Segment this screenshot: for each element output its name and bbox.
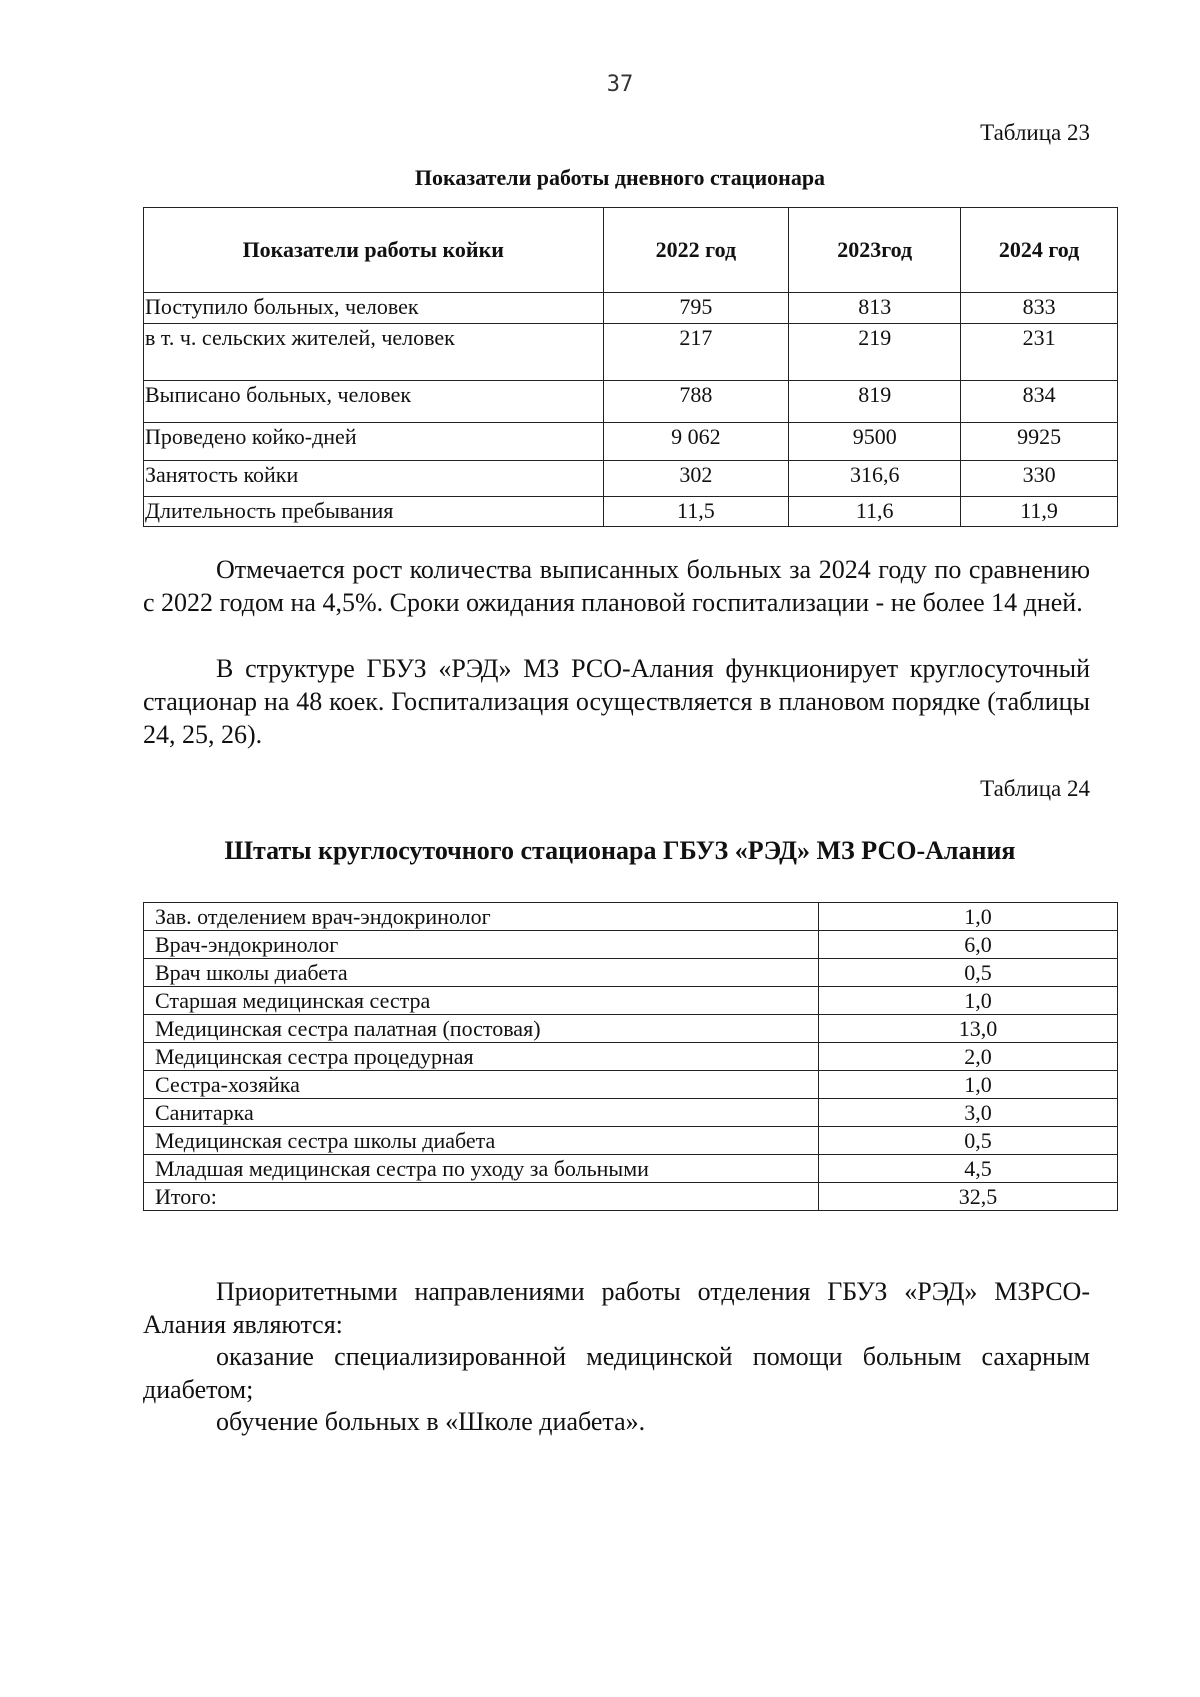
page-number: 37 bbox=[606, 72, 634, 97]
row-label: Врач-эндокринолог bbox=[144, 931, 819, 959]
table-row bbox=[144, 1071, 1118, 1099]
table-row bbox=[144, 959, 1118, 987]
value-2023: 219 bbox=[789, 324, 961, 381]
row-label: Проведено койко-дней bbox=[144, 423, 604, 461]
row-label: Медицинская сестра процедурная bbox=[144, 1043, 819, 1071]
paragraph-hospital-structure: В структуре ГБУЗ «РЭД» МЗ РСО-Алания функционирует круглосуточный стационар на 48 коек. Госпитализация осуществляется в плановом порядке (таблицы 24, 25, 26). bbox=[143, 654, 1090, 749]
table-23-title: Показатели работы дневного стационара bbox=[414, 165, 826, 190]
paragraph-discharge-growth: Отмечается рост количества выписанных больных за 2024 году по сравнению с 2022 годом на 4,5%. Сроки ожидания плановой госпитализации - не более 14 дней. bbox=[143, 555, 1090, 617]
table-23-header-2023: 2023год bbox=[789, 208, 961, 293]
value-2024: 11,9 bbox=[961, 497, 1118, 527]
table-row bbox=[144, 987, 1118, 1015]
row-label: Медицинская сестра палатная (постовая) bbox=[144, 1015, 819, 1043]
row-value: 3,0 bbox=[819, 1099, 1118, 1127]
table-23-header-row bbox=[144, 208, 1118, 293]
table-24-label: Таблица 24 bbox=[980, 776, 1090, 801]
table-row bbox=[144, 931, 1118, 959]
table-row bbox=[144, 324, 1118, 381]
value-2024: 834 bbox=[961, 381, 1118, 423]
row-label: Старшая медицинская сестра bbox=[144, 987, 819, 1015]
row-value: 4,5 bbox=[819, 1155, 1118, 1183]
value-2022: 9 062 bbox=[603, 423, 789, 461]
row-label: Сестра-хозяйка bbox=[144, 1071, 819, 1099]
paragraph-priorities: Приоритетными направлениями работы отделения ГБУЗ «РЭД» МЗРСО-Алания являются: bbox=[143, 1277, 1090, 1339]
value-2024: 833 bbox=[961, 293, 1118, 324]
row-label: Младшая медицинская сестра по уходу за больными bbox=[144, 1155, 819, 1183]
table-23-header-2024: 2024 год bbox=[961, 208, 1118, 293]
value-2022: 11,5 bbox=[603, 497, 789, 527]
paragraph-priority-2: обучение больных в «Школе диабета». bbox=[216, 1407, 646, 1436]
table-23 bbox=[143, 207, 1118, 527]
table-23-header-indicator: Показатели работы койки bbox=[144, 208, 604, 293]
value-2023: 819 bbox=[789, 381, 961, 423]
row-label: Итого: bbox=[144, 1183, 819, 1211]
table-row bbox=[144, 423, 1118, 461]
table-row-total bbox=[144, 1183, 1118, 1211]
value-2024: 231 bbox=[961, 324, 1118, 381]
table-row bbox=[144, 1043, 1118, 1071]
value-2022: 217 bbox=[603, 324, 789, 381]
row-value: 0,5 bbox=[819, 1127, 1118, 1155]
row-value: 1,0 bbox=[819, 903, 1118, 931]
row-label: Зав. отделением врач-эндокринолог bbox=[144, 903, 819, 931]
value-2023: 9500 bbox=[789, 423, 961, 461]
value-2022: 302 bbox=[603, 461, 789, 497]
value-2023: 316,6 bbox=[789, 461, 961, 497]
table-row bbox=[144, 461, 1118, 497]
table-24-title: Штаты круглосуточного стационара ГБУЗ «РЭД» МЗ РСО-Алания bbox=[224, 836, 1016, 865]
table-row bbox=[144, 1155, 1118, 1183]
row-label: Длительность пребывания bbox=[144, 497, 604, 527]
table-23-header-2022: 2022 год bbox=[603, 208, 789, 293]
value-2023: 813 bbox=[789, 293, 961, 324]
row-label: Медицинская сестра школы диабета bbox=[144, 1127, 819, 1155]
table-row bbox=[144, 497, 1118, 527]
row-value: 0,5 bbox=[819, 959, 1118, 987]
row-value: 1,0 bbox=[819, 987, 1118, 1015]
row-value: 32,5 bbox=[819, 1183, 1118, 1211]
row-label: Врач школы диабета bbox=[144, 959, 819, 987]
value-2022: 795 bbox=[603, 293, 789, 324]
table-row bbox=[144, 1099, 1118, 1127]
value-2024: 330 bbox=[961, 461, 1118, 497]
table-row bbox=[144, 903, 1118, 931]
paragraph-priority-1: оказание специализированной медицинской помощи больным сахарным диабетом; bbox=[143, 1342, 1090, 1404]
row-label: Поступило больных, человек bbox=[144, 293, 604, 324]
table-row bbox=[144, 1127, 1118, 1155]
row-label: Санитарка bbox=[144, 1099, 819, 1127]
row-label: Выписано больных, человек bbox=[144, 381, 604, 423]
table-row bbox=[144, 293, 1118, 324]
table-row bbox=[144, 381, 1118, 423]
value-2024: 9925 bbox=[961, 423, 1118, 461]
row-label: Занятость койки bbox=[144, 461, 604, 497]
row-label: в т. ч. сельских жителей, человек bbox=[144, 324, 604, 381]
row-value: 1,0 bbox=[819, 1071, 1118, 1099]
row-value: 2,0 bbox=[819, 1043, 1118, 1071]
value-2022: 788 bbox=[603, 381, 789, 423]
table-23-label: Таблица 23 bbox=[980, 120, 1090, 145]
table-24 bbox=[143, 902, 1118, 1211]
value-2023: 11,6 bbox=[789, 497, 961, 527]
row-value: 13,0 bbox=[819, 1015, 1118, 1043]
table-row bbox=[144, 1015, 1118, 1043]
row-value: 6,0 bbox=[819, 931, 1118, 959]
